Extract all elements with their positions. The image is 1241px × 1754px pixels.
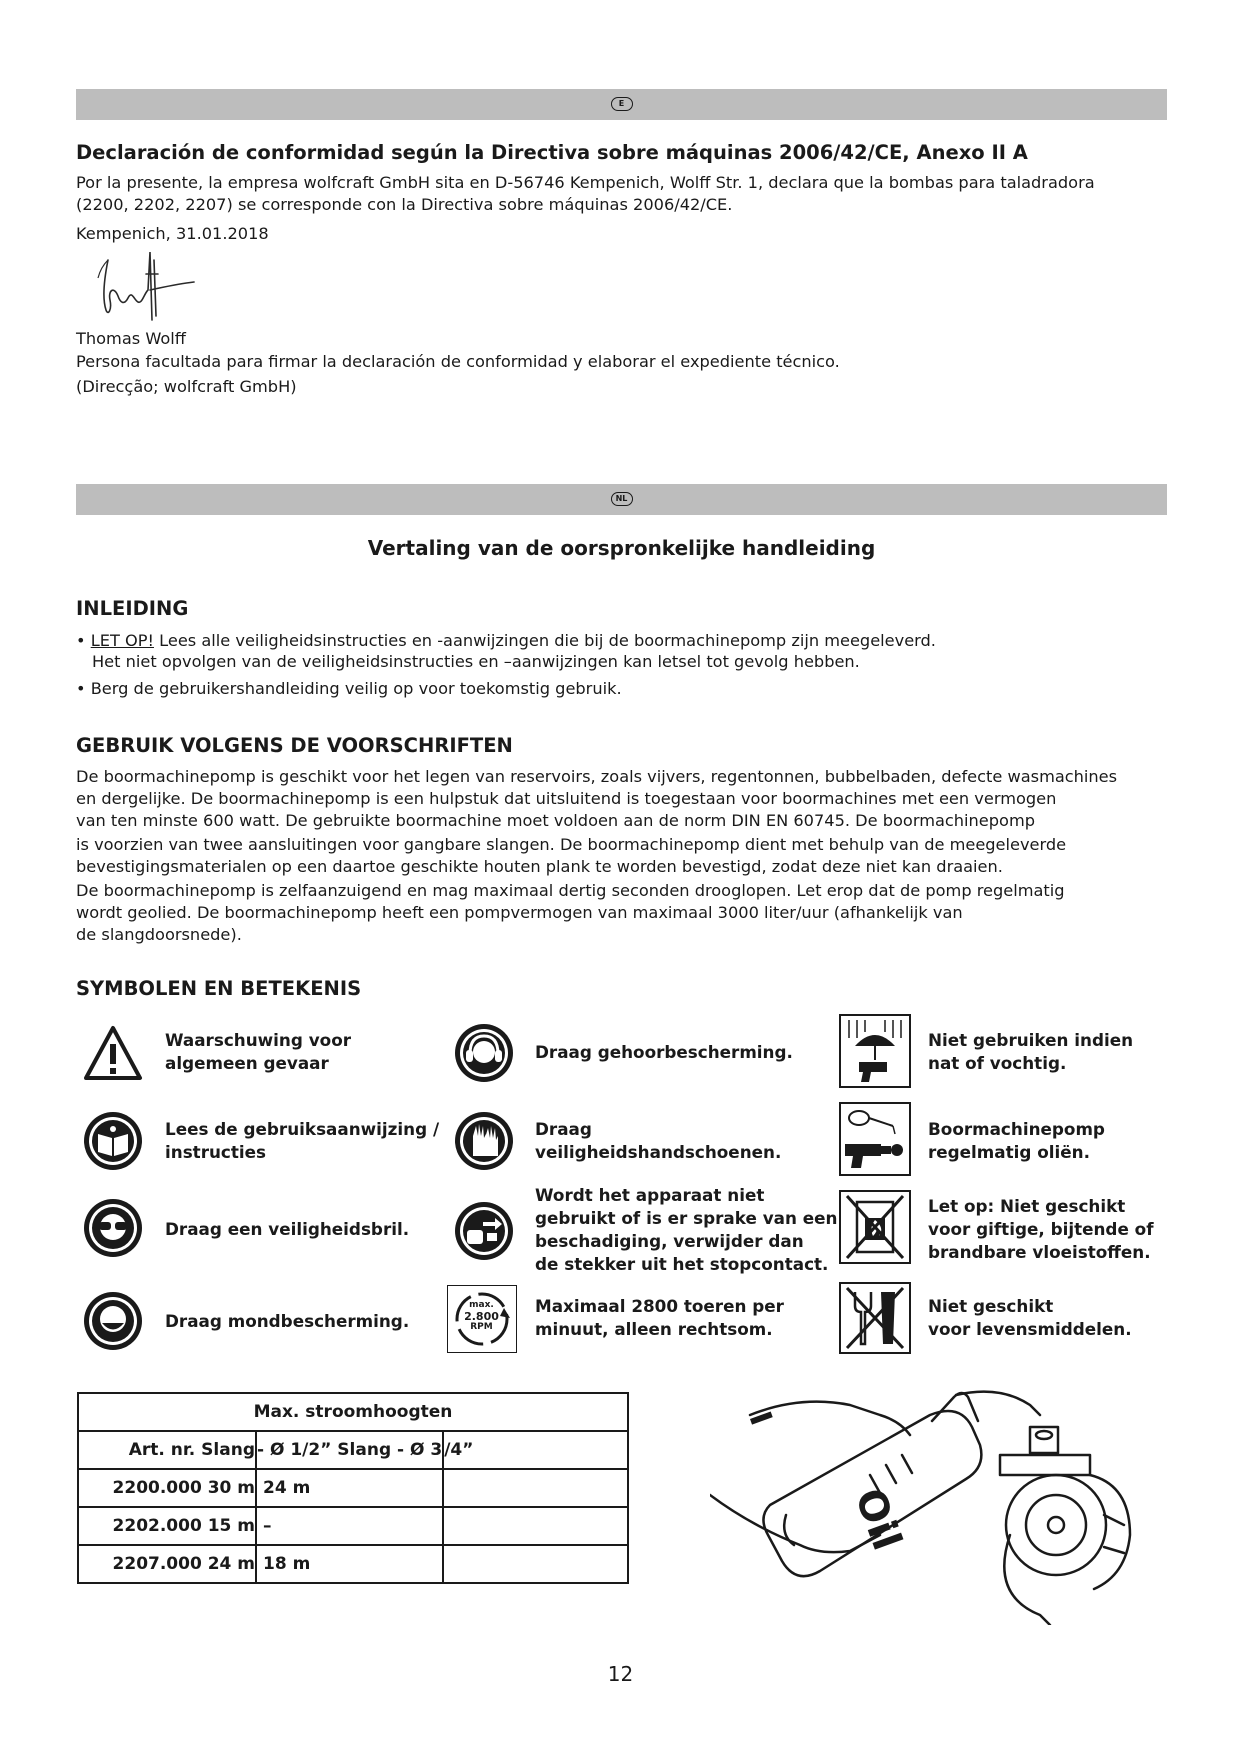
symbol-text-hearing-protection: Draag gehoorbescherming. — [535, 1042, 793, 1062]
table-header-row — [78, 1431, 628, 1469]
table-header-cell: /4” — [443, 1431, 628, 1469]
warning-triangle-icon — [82, 1022, 144, 1084]
symbol-text-safety-gloves: Draag veiligheidshandschoenen. — [535, 1119, 782, 1162]
table-title-row — [78, 1393, 628, 1431]
language-bar-nl — [76, 484, 1167, 515]
safety-glasses-icon — [82, 1197, 144, 1259]
symbol-text-read-manual: Lees de gebruiksaanwijzing / instructies — [165, 1119, 440, 1162]
table-cell-half-inch: – — [256, 1507, 443, 1545]
signatory-org: (Direcção; wolfcraft GmbH) — [76, 377, 297, 396]
symbol-text-max-rpm: Maximaal 2800 toeren per minuut, alleen rechtsom. — [535, 1296, 784, 1339]
oiling-illustration — [710, 1375, 1150, 1625]
page-number: 12 — [607, 1662, 634, 1686]
usage-line: en dergelijke. De boormachinepomp is een hulpstuk dat uitsluitend is toegestaan voor boormachines met een vermogen — [76, 789, 1057, 808]
table-header-cell: Art. nr. Slang — [78, 1431, 256, 1469]
language-bar-es — [76, 89, 1167, 120]
table-cell-half-inch: 24 m — [256, 1469, 443, 1507]
intro-bullet-1: • LET OP! Lees alle veiligheidsinstructies en -aanwijzingen die bij de boormachinepomp zijn meegeleverd. — [76, 631, 936, 650]
usage-line: De boormachinepomp is geschikt voor het legen van reservoirs, zoals vijvers, regentonnen, bubbelbaden, defecte wasmachines — [76, 767, 1118, 786]
symbol-text-general-danger: Waarschuwing voor algemeen gevaar — [165, 1030, 351, 1073]
language-badge-es: E — [611, 97, 633, 111]
symbol-text-no-food: Niet geschikt voor levensmiddelen. — [928, 1296, 1132, 1339]
table-row — [78, 1545, 628, 1583]
symbols-heading: SYMBOLEN EN BETEKENIS — [76, 977, 362, 1000]
declaration-body-line2: (2200, 2202, 2207) se corresponde con la Directiva sobre máquinas 2006/42/CE. — [76, 195, 733, 214]
table-title: Max. stroomhoogten — [78, 1393, 628, 1431]
declaration-heading: Declaración de conformidad según la Directiva sobre máquinas 2006/42/CE, Anexo II A — [76, 141, 1028, 164]
usage-line: van ten minste 600 watt. De gebruikte boormachine moet voldoen aan de norm DIN EN 60745. De boormachinepomp — [76, 811, 1035, 830]
table-cell-half-inch: 18 m — [256, 1545, 443, 1583]
symbol-text-unplug: Wordt het apparaat niet gebruikt of is er sprake van een beschadiging, verwijder dan de stekker uit het stopcontact. — [535, 1185, 838, 1274]
intro-bullet-1-line2: Het niet opvolgen van de veiligheidsinstructies en –aanwijzingen kan letsel tot gevolg hebben. — [92, 652, 860, 671]
table-cell-article: 2207.000 24 m — [78, 1545, 256, 1583]
symbol-text-mouth-protection: Draag mondbescherming. — [165, 1311, 410, 1331]
no-flammable-liquids-icon — [839, 1190, 911, 1264]
oil-can-label: Oil — [845, 1482, 910, 1557]
table-cell-threequarter-inch — [443, 1545, 628, 1583]
intro-bullet-2: • Berg de gebruikershandleiding veilig op voor toekomstig gebruik. — [76, 679, 622, 698]
language-badge-nl: NL — [611, 492, 633, 506]
usage-line: wordt geolied. De boormachinepomp heeft een pompvermogen van maximaal 3000 liter/uur (afhankelijk van — [76, 903, 963, 922]
symbol-text-no-flammable-liquids: Let op: Niet geschikt voor giftige, bijtende of brandbare vloeistoffen. — [928, 1196, 1154, 1262]
table-cell-article: 2202.000 15 m — [78, 1507, 256, 1545]
table-cell-threequarter-inch — [443, 1507, 628, 1545]
symbol-text-safety-glasses: Draag een veiligheidsbril. — [165, 1219, 410, 1239]
warning-emphasis: LET OP! — [90, 631, 154, 650]
signatory-role: Persona facultada para firmar la declaración de conformidad y elaborar el expediente técnico. — [76, 352, 840, 371]
usage-heading: GEBRUIK VOLGENS DE VOORSCHRIFTEN — [76, 734, 513, 757]
intro-heading: INLEIDING — [76, 597, 189, 620]
usage-line: is voorzien van twee aansluitingen voor gangbare slangen. De boormachinepomp dient met behulp van de meegeleverde — [76, 835, 1067, 854]
table-row — [78, 1469, 628, 1507]
intro-bullet-1-text: Lees alle veiligheidsinstructies en -aanwijzingen die bij de boormachinepomp zijn meegeleverd. — [153, 631, 936, 650]
mouth-protection-icon — [82, 1290, 144, 1352]
symbol-text-no-wet-use: Niet gebruiken indien nat of vochtig. — [928, 1030, 1134, 1073]
declaration-body-line1: Por la presente, la empresa wolfcraft GmbH sita en D-56746 Kempenich, Wolff Str. 1, declara que la bombas para taladradora — [76, 173, 1095, 192]
table-cell-threequarter-inch — [443, 1469, 628, 1507]
unplug-icon — [453, 1200, 515, 1262]
usage-line: De boormachinepomp is zelfaanzuigend en mag maximaal dertig seconden drooglopen. Let erop dat de pomp regelmatig — [76, 881, 1065, 900]
signature-image — [90, 250, 210, 330]
max-rpm-icon: max. 2.800 RPM — [447, 1285, 517, 1353]
table-cell-article: 2200.000 30 m — [78, 1469, 256, 1507]
signatory-name: Thomas Wolff — [76, 329, 186, 348]
intro-bullet-2-text: Berg de gebruikershandleiding veilig op voor toekomstig gebruik. — [90, 679, 622, 698]
no-wet-use-icon — [839, 1014, 911, 1088]
usage-line: de slangdoorsnede). — [76, 925, 242, 944]
hearing-protection-icon — [453, 1022, 515, 1084]
symbol-text-oil-regularly: Boormachinepomp regelmatig oliën. — [928, 1119, 1105, 1162]
table-header-cell: - Ø 1/2” Slang - Ø 3 — [256, 1431, 443, 1469]
read-manual-icon — [82, 1110, 144, 1172]
usage-line: bevestigingsmaterialen op een daartoe geschikte houten plank te worden bevestigd, zodat deze niet kan draaien. — [76, 857, 1003, 876]
place-date: Kempenich, 31.01.2018 — [76, 224, 269, 243]
oil-regularly-icon — [839, 1102, 911, 1176]
max-flow-height-table — [77, 1392, 629, 1584]
no-food-icon — [839, 1282, 911, 1354]
manual-title: Vertaling van de oorspronkelijke handleiding — [367, 536, 876, 560]
table-row — [78, 1507, 628, 1545]
safety-gloves-icon — [453, 1110, 515, 1172]
